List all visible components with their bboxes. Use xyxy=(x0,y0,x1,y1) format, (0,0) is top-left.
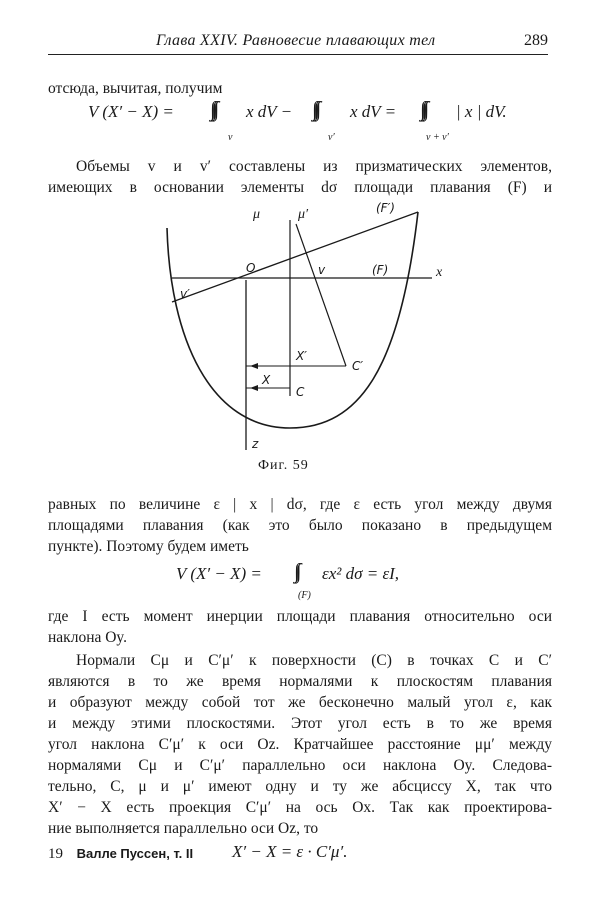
signature-number: 19 xyxy=(48,846,63,862)
paragraph-volumes-line-1: Объемы v и v′ составлены из призматических элементов, xyxy=(76,158,552,175)
label-z: z xyxy=(252,437,259,451)
label-F-prime: (F′) xyxy=(376,201,395,215)
formula-1-term-2: x dV = xyxy=(350,102,397,121)
formula-1-integral-3: ∫∫∫ xyxy=(420,97,426,121)
paragraph-normals-line-7: тельно, C, μ и μ′ имеют одну и ту же абсциссу X, так что xyxy=(48,778,552,795)
formula-1-term-3: | x | dV. xyxy=(456,102,507,121)
formula-2-sub: (F) xyxy=(298,590,311,601)
formula-2-lhs: V (X′ − X) = xyxy=(176,564,262,583)
page-number: 289 xyxy=(524,32,548,49)
formula-1-sub-1: v xyxy=(228,132,233,143)
paragraph-normals-line-6: нормалями Cμ и C′μ′ параллельно оси наклона Oy. Следова- xyxy=(48,757,552,774)
vessel-section-curve xyxy=(167,212,418,428)
paragraph-normals-line-9: ние выполняется параллельно оси Oz, то xyxy=(48,820,319,837)
label-C-prime: C′ xyxy=(352,359,364,373)
paragraph-equal-line-1: равных по величине ε | x | dσ, где ε есть угол между двумя xyxy=(48,496,552,513)
normal-C-prime-mu-prime xyxy=(296,224,346,366)
label-mu: μ xyxy=(253,207,261,222)
label-F: (F) xyxy=(372,263,389,277)
figure-59 xyxy=(150,198,450,458)
page-footer xyxy=(48,846,193,863)
figure-59-drawing xyxy=(150,198,450,458)
formula-1-lhs: V (X′ − X) = xyxy=(88,102,174,121)
formula-1-integral-1: ∫∫∫ xyxy=(210,97,216,121)
X-arrowhead xyxy=(250,385,258,391)
paragraph-normals-line-5: угол наклона C′μ′ к оси Oz. Кратчайшее расстояние μμ′ между xyxy=(48,736,552,753)
paragraph-equal-line-2: площадями плавания (как это было показано в предыдущем xyxy=(48,517,552,534)
paragraph-normals-line-2: являются в то же время нормалями к плоскостям плавания xyxy=(48,673,552,690)
paragraph-intro: отсюда, вычитая, получим xyxy=(48,80,223,97)
formula-2-integral: ∫∫ xyxy=(294,559,298,583)
paragraph-normals-line-1: Нормали Cμ и C′μ′ к поверхности (C) в точках C и C′ xyxy=(76,652,552,669)
X-prime-arrowhead xyxy=(250,363,258,369)
paragraph-inertia-line-2: наклона Oy. xyxy=(48,629,128,646)
inclined-waterline-F-prime xyxy=(172,212,418,302)
formula-1-integral-2: ∫∫∫ xyxy=(312,97,318,121)
formula-2-term: εx² dσ = εI, xyxy=(322,564,400,583)
figure-caption: Фиг. 59 xyxy=(258,458,309,473)
label-X: X xyxy=(262,373,271,387)
label-O: O xyxy=(246,261,256,275)
formula-1-term-1: x dV − xyxy=(246,102,293,121)
label-X-prime: X′ xyxy=(296,349,307,363)
formula-1-sub-3: v + v′ xyxy=(426,132,449,143)
paragraph-normals-line-4: и между этими плоскостями. Этот угол есть в то же время xyxy=(48,715,552,732)
label-C: C xyxy=(296,385,305,399)
label-v-prime: v′ xyxy=(180,287,190,301)
formula-1-sub-2: v′ xyxy=(328,132,335,143)
running-header xyxy=(48,30,548,55)
paragraph-equal-line-3: пункте). Поэтому будем иметь xyxy=(48,538,249,555)
chapter-title: Глава XXIV. Равновесие плавающих тел xyxy=(156,32,436,49)
label-v: v xyxy=(318,263,326,277)
paragraph-normals-line-8: X′ − X есть проекция C′μ′ на ось Ox. Так как проектирова- xyxy=(48,799,552,816)
label-x-axis: x xyxy=(436,265,443,280)
footer-book-reference: Валле Пуссен, т. II xyxy=(76,846,194,861)
paragraph-volumes-line-2: имеющих в основании элементы dσ площади плавания (F) и xyxy=(48,179,552,196)
paragraph-inertia-line-1: где I есть момент инерции площади плавания относительно оси xyxy=(48,608,552,625)
paragraph-normals-line-3: и образуют между собой тот же бесконечно малый угол ε, как xyxy=(48,694,552,711)
label-mu-prime: μ′ xyxy=(298,207,309,222)
formula-3: X′ − X = ε · C′μ′. xyxy=(232,842,348,861)
